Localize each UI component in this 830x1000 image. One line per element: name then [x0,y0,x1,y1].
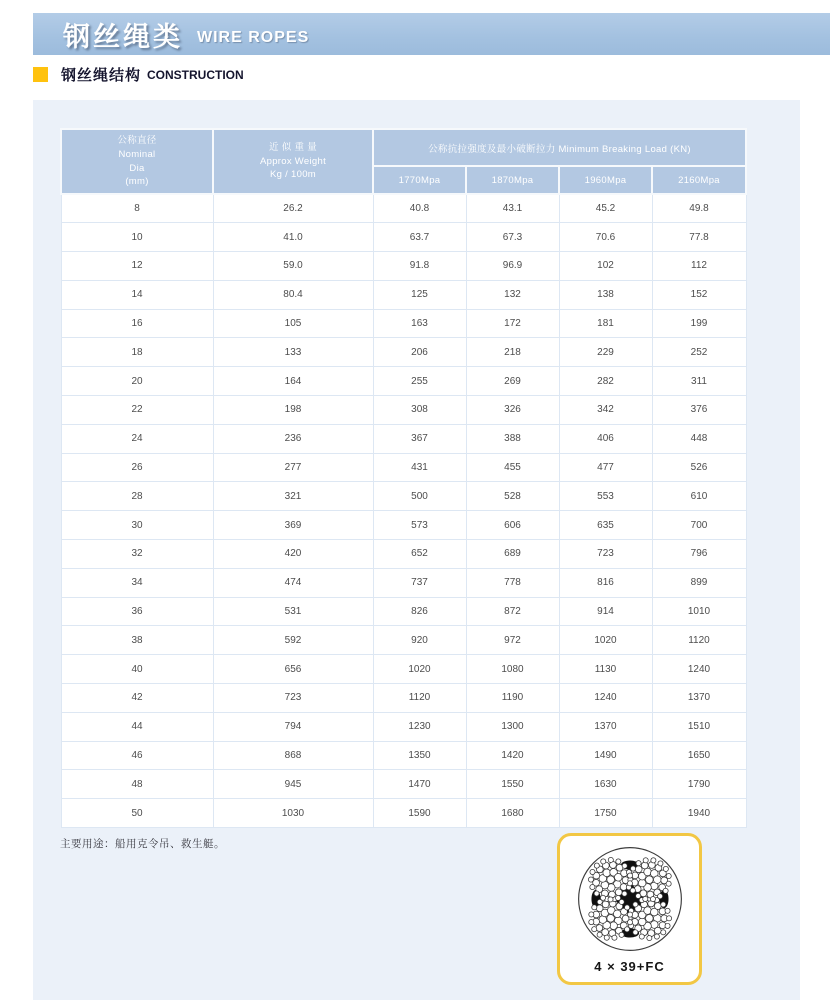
cell-load-1870: 606 [466,511,559,540]
cell-load-1870: 1300 [466,712,559,741]
cell-load-1960: 45.2 [559,194,652,223]
cell-load-2160: 700 [652,511,746,540]
header-grade: 1960Mpa [559,166,652,194]
table-row [61,655,746,684]
cell-load-1960: 229 [559,338,652,367]
cell-weight: 277 [213,453,373,482]
cell-weight: 945 [213,770,373,799]
cell-load-2160: 77.8 [652,223,746,252]
cell-load-1960: 553 [559,482,652,511]
cell-load-2160: 1650 [652,741,746,770]
cell-weight: 474 [213,568,373,597]
cell-load-2160: 376 [652,396,746,425]
table-row [61,511,746,540]
cell-load-1770: 920 [373,626,466,655]
cell-load-1960: 1240 [559,684,652,713]
cell-load-1870: 172 [466,309,559,338]
table-row [61,482,746,511]
cell-weight: 420 [213,540,373,569]
cell-load-1870: 218 [466,338,559,367]
main-uses-footnote: 主要用途：船用克令吊、救生艇。 [60,838,225,850]
cell-weight: 794 [213,712,373,741]
banner-title-en: WIRE ROPES [197,29,310,46]
cell-diameter: 16 [61,309,213,338]
cell-load-1770: 1120 [373,684,466,713]
section-heading [33,63,244,85]
cell-diameter: 42 [61,684,213,713]
table-row [61,597,746,626]
cell-load-1960: 138 [559,280,652,309]
cell-load-1870: 972 [466,626,559,655]
cell-diameter: 44 [61,712,213,741]
cell-weight: 26.2 [213,194,373,223]
cell-load-1870: 778 [466,568,559,597]
cell-weight: 41.0 [213,223,373,252]
cell-diameter: 18 [61,338,213,367]
cell-load-1960: 1490 [559,741,652,770]
cell-load-2160: 152 [652,280,746,309]
header-approx-weight-line: Kg / 100m [269,169,316,181]
wire-rope-spec-table [60,128,747,828]
cell-load-1960: 70.6 [559,223,652,252]
cell-weight: 1030 [213,799,373,828]
cell-load-1960: 723 [559,540,652,569]
header-nominal-diameter-line: Nominal [118,148,156,160]
cell-diameter: 36 [61,597,213,626]
cell-load-2160: 49.8 [652,194,746,223]
rope-cross-section-icon [572,841,688,957]
cell-load-2160: 311 [652,367,746,396]
cell-diameter: 32 [61,540,213,569]
cell-load-1770: 91.8 [373,252,466,281]
cell-load-1770: 308 [373,396,466,425]
cell-load-2160: 199 [652,309,746,338]
yellow-square-icon [33,67,48,82]
cell-load-1960: 181 [559,309,652,338]
cell-load-1770: 1590 [373,799,466,828]
table-row [61,741,746,770]
cell-weight: 321 [213,482,373,511]
cell-load-2160: 526 [652,453,746,482]
cell-load-1770: 1020 [373,655,466,684]
cell-load-1960: 342 [559,396,652,425]
cell-load-1960: 1020 [559,626,652,655]
header-nominal-diameter-line: (mm) [125,176,149,188]
spec-table-body [61,194,746,828]
cell-diameter: 40 [61,655,213,684]
cell-diameter: 8 [61,194,213,223]
table-row [61,223,746,252]
cell-load-2160: 610 [652,482,746,511]
cell-load-1960: 1630 [559,770,652,799]
cell-load-1960: 816 [559,568,652,597]
cell-load-1770: 40.8 [373,194,466,223]
cell-load-1770: 737 [373,568,466,597]
cell-load-1870: 1190 [466,684,559,713]
cell-load-1870: 132 [466,280,559,309]
cell-load-1870: 1420 [466,741,559,770]
table-row [61,252,746,281]
cell-weight: 80.4 [213,280,373,309]
cell-load-1770: 573 [373,511,466,540]
cell-load-1960: 406 [559,424,652,453]
cell-load-1770: 125 [373,280,466,309]
cell-diameter: 22 [61,396,213,425]
cell-weight: 236 [213,424,373,453]
table-row [61,712,746,741]
cell-diameter: 26 [61,453,213,482]
cell-weight: 369 [213,511,373,540]
cell-load-2160: 448 [652,424,746,453]
cell-load-2160: 1240 [652,655,746,684]
cell-load-1960: 635 [559,511,652,540]
cell-diameter: 50 [61,799,213,828]
cell-load-2160: 899 [652,568,746,597]
cell-load-1960: 282 [559,367,652,396]
cell-load-1770: 163 [373,309,466,338]
cell-load-2160: 1370 [652,684,746,713]
cell-weight: 592 [213,626,373,655]
header-approx-weight-line: Approx Weight [259,155,327,167]
cell-load-2160: 112 [652,252,746,281]
table-row [61,338,746,367]
table-row [61,770,746,799]
cell-weight: 723 [213,684,373,713]
cell-load-1770: 1350 [373,741,466,770]
table-row [61,626,746,655]
cell-load-2160: 1790 [652,770,746,799]
cell-load-1870: 269 [466,367,559,396]
cell-diameter: 20 [61,367,213,396]
cell-load-1960: 914 [559,597,652,626]
cell-load-1870: 388 [466,424,559,453]
header-grade: 1770Mpa [373,166,466,194]
cell-load-2160: 1940 [652,799,746,828]
cell-load-1870: 1080 [466,655,559,684]
rope-cross-section-box [557,833,702,985]
header-grade: 2160Mpa [652,166,746,194]
cell-load-1770: 431 [373,453,466,482]
cell-load-1960: 102 [559,252,652,281]
cell-weight: 198 [213,396,373,425]
table-row [61,540,746,569]
cell-load-1770: 255 [373,367,466,396]
cell-load-2160: 252 [652,338,746,367]
cell-load-2160: 796 [652,540,746,569]
cell-diameter: 28 [61,482,213,511]
cell-weight: 164 [213,367,373,396]
cell-diameter: 48 [61,770,213,799]
table-row [61,309,746,338]
cell-diameter: 24 [61,424,213,453]
cell-load-1870: 455 [466,453,559,482]
cell-load-2160: 1010 [652,597,746,626]
table-row [61,194,746,223]
header-nominal-diameter-line: 公称直径 [117,134,157,146]
banner-title-zh: 钢丝绳类 [63,21,183,52]
cell-load-1770: 367 [373,424,466,453]
cell-load-1770: 63.7 [373,223,466,252]
cell-diameter: 12 [61,252,213,281]
cell-load-1770: 206 [373,338,466,367]
section-title-zh: 钢丝绳结构 [61,66,142,84]
header-nominal-diameter-line: Dia [129,162,145,174]
table-row [61,684,746,713]
cell-load-1870: 689 [466,540,559,569]
table-row [61,799,746,828]
cell-load-1870: 96.9 [466,252,559,281]
table-row [61,568,746,597]
cell-weight: 133 [213,338,373,367]
table-row [61,396,746,425]
cell-load-1770: 826 [373,597,466,626]
cell-load-1960: 1750 [559,799,652,828]
cell-load-1870: 326 [466,396,559,425]
table-row [61,367,746,396]
cell-load-1870: 1550 [466,770,559,799]
table-row [61,424,746,453]
cell-diameter: 10 [61,223,213,252]
header-approx-weight-line: 近 似 重 量 [268,141,318,153]
cell-load-1870: 43.1 [466,194,559,223]
cell-load-1870: 67.3 [466,223,559,252]
header-approx-weight [213,129,373,194]
cell-load-2160: 1120 [652,626,746,655]
cell-load-1770: 1230 [373,712,466,741]
table-row [61,280,746,309]
header-nominal-diameter [61,129,213,194]
cell-load-1960: 1370 [559,712,652,741]
cell-load-1960: 1130 [559,655,652,684]
cell-weight: 868 [213,741,373,770]
cell-load-1770: 652 [373,540,466,569]
page-banner [33,13,830,55]
cell-weight: 656 [213,655,373,684]
cell-weight: 531 [213,597,373,626]
cell-diameter: 34 [61,568,213,597]
cell-load-1770: 500 [373,482,466,511]
cell-weight: 59.0 [213,252,373,281]
cell-diameter: 46 [61,741,213,770]
header-grade: 1870Mpa [466,166,559,194]
cell-diameter: 38 [61,626,213,655]
cell-load-1870: 528 [466,482,559,511]
cell-load-1870: 1680 [466,799,559,828]
cell-load-1870: 872 [466,597,559,626]
cell-load-2160: 1510 [652,712,746,741]
cell-diameter: 14 [61,280,213,309]
rope-construction-label: 4 × 39+FC [594,959,665,974]
table-row [61,453,746,482]
section-title-en: CONSTRUCTION [147,68,244,82]
cell-load-1960: 477 [559,453,652,482]
cell-diameter: 30 [61,511,213,540]
cell-weight: 105 [213,309,373,338]
header-breaking-load-group: 公称抗拉强度及最小破断拉力 Minimum Breaking Load (KN) [373,129,746,166]
cell-load-1770: 1470 [373,770,466,799]
